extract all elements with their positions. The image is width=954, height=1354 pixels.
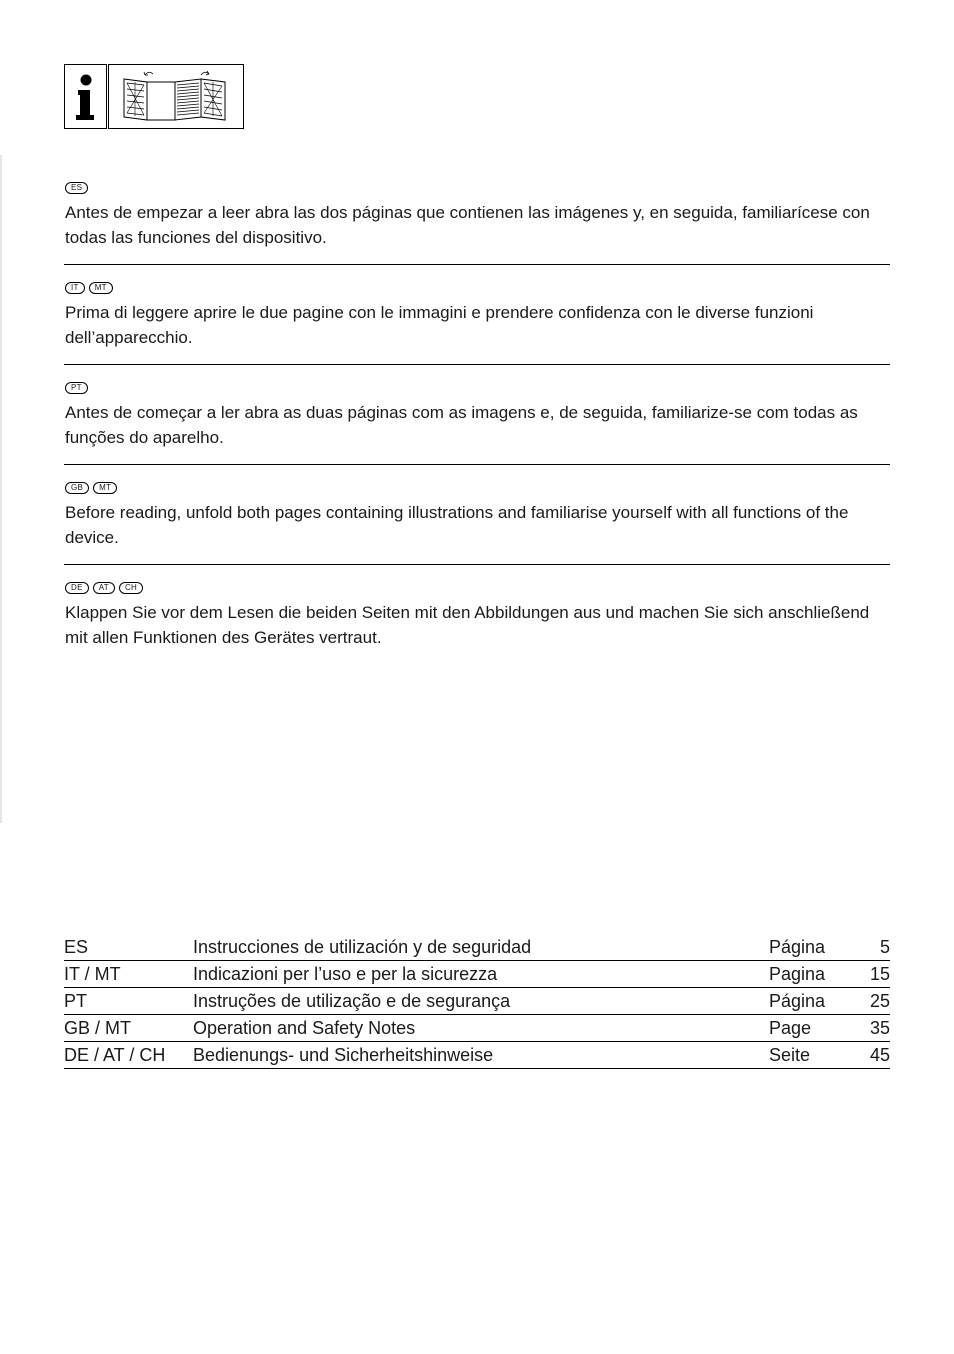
language-badge: CH [119, 582, 143, 594]
toc-page-label: Página [769, 988, 845, 1015]
language-badge: DE [65, 582, 89, 594]
toc-page-label: Pagina [769, 961, 845, 988]
toc-title: Operation and Safety Notes [193, 1015, 769, 1042]
language-badge: MT [93, 482, 117, 494]
language-badge: IT [65, 282, 85, 294]
section-divider [64, 364, 890, 365]
toc-language-code: ES [64, 934, 193, 961]
language-badge: AT [93, 582, 115, 594]
language-badge: GB [65, 482, 89, 494]
intro-section-pt [65, 381, 890, 450]
language-badges [65, 181, 890, 195]
page-edge-rule [0, 155, 2, 823]
toc-page-number: 5 [845, 934, 890, 961]
toc-page-number: 45 [845, 1042, 890, 1069]
section-divider [64, 264, 890, 265]
toc-page-number: 15 [845, 961, 890, 988]
intro-text: Klappen Sie vor dem Lesen die beiden Seiten mit den Abbildungen aus und machen Sie sich anschließend mit allen Funktionen des Gerätes vertraut. [65, 603, 870, 647]
language-badge: PT [65, 382, 88, 394]
toc-page-number: 35 [845, 1015, 890, 1042]
intro-section-gb-mt [65, 481, 890, 550]
table-row[interactable] [64, 961, 890, 988]
toc-title: Instruções de utilização e de segurança [193, 988, 769, 1015]
toc-title: Bedienungs- und Sicherheitshinweise [193, 1042, 769, 1069]
intro-text: Before reading, unfold both pages containing illustrations and familiarise yourself with all functions of the device. [65, 503, 849, 547]
intro-section-de-at-ch [65, 581, 890, 650]
table-row[interactable] [64, 934, 890, 961]
intro-text: Prima di leggere aprire le due pagine con le immagini e prendere confidenza con le diverse funzioni dell’apparecchio. [65, 303, 814, 347]
intro-text: Antes de começar a ler abra as duas páginas com as imagens e, de seguida, familiarize-se com todas as funções do aparelho. [65, 403, 858, 447]
toc-language-code: IT / MT [64, 961, 193, 988]
toc-title: Instrucciones de utilización y de seguridad [193, 934, 769, 961]
toc-page-label: Page [769, 1015, 845, 1042]
intro-section-it-mt [65, 281, 890, 350]
table-of-contents [64, 934, 890, 1069]
fold-out-pages-icon [108, 64, 244, 129]
language-badges [65, 581, 890, 595]
toc-page-label: Página [769, 934, 845, 961]
section-divider [64, 564, 890, 565]
table-row[interactable] [64, 988, 890, 1015]
language-badges [65, 281, 890, 295]
toc-page-number: 25 [845, 988, 890, 1015]
table-row[interactable] [64, 1042, 890, 1069]
toc-page-label: Seite [769, 1042, 845, 1069]
language-badge: MT [89, 282, 113, 294]
language-badge: ES [65, 182, 88, 194]
toc-language-code: DE / AT / CH [64, 1042, 193, 1069]
language-badges [65, 481, 890, 495]
intro-text: Antes de empezar a leer abra las dos páginas que contienen las imágenes y, en seguida, familiarícese con todas las funciones del dispositivo. [65, 203, 870, 247]
toc-language-code: PT [64, 988, 193, 1015]
toc-title: Indicazioni per l’uso e per la sicurezza [193, 961, 769, 988]
table-row[interactable] [64, 1015, 890, 1042]
toc-language-code: GB / MT [64, 1015, 193, 1042]
info-icon [64, 64, 107, 129]
intro-section-es [65, 181, 890, 250]
language-badges [65, 381, 890, 395]
section-divider [64, 464, 890, 465]
